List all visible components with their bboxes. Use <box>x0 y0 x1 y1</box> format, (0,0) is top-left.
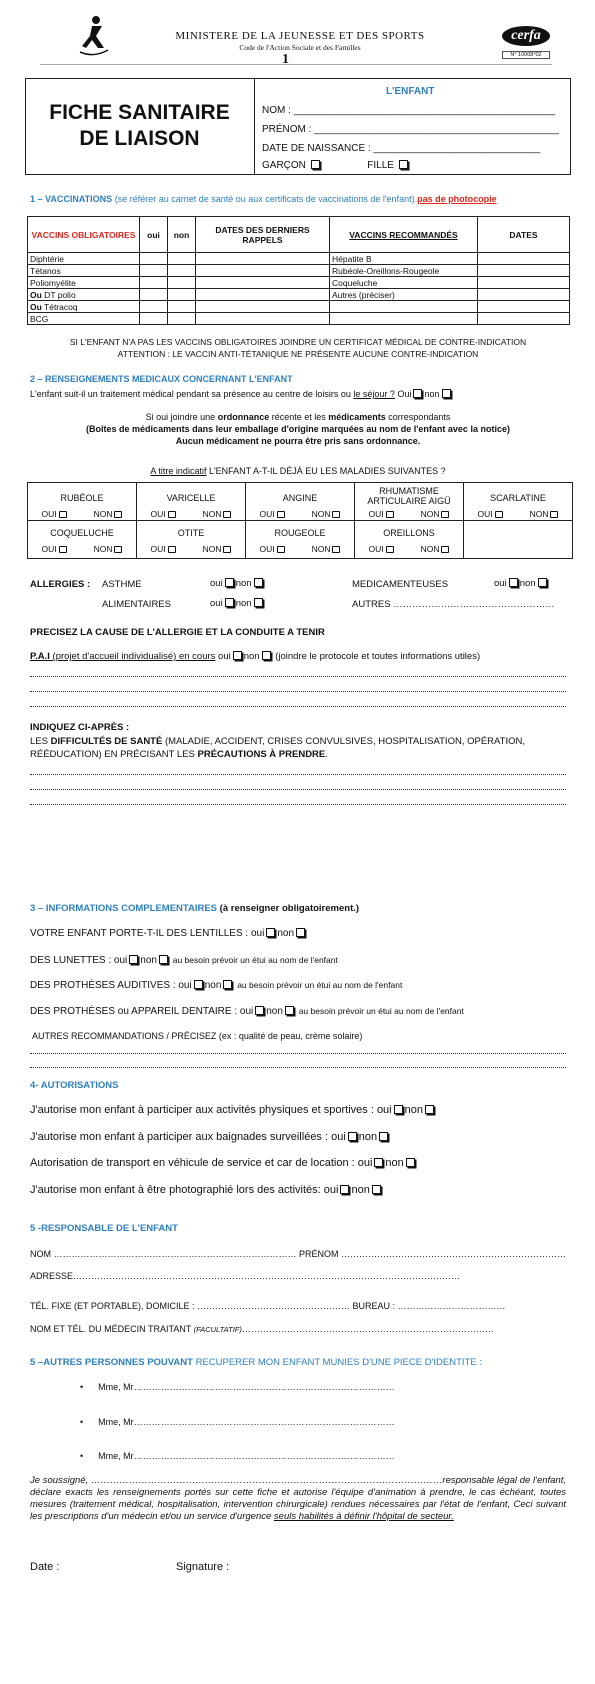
table-row <box>28 483 573 521</box>
traitement-sejour: le séjour ? <box>353 389 395 399</box>
cerfa-logo <box>502 26 550 46</box>
facultatif-label: (FACULTATIF) <box>193 1325 242 1334</box>
diff-c: (MALADIE, ACCIDENT, CRISES CONVULSIVES, HOSPITALISATION, OPÉRATION, RÉÉDUCATION) EN PRÉCISANT LES <box>30 736 525 760</box>
traitement-text: L'enfant suit-il un traitement médical pendant sa présence au centre de loisirs ou <box>30 389 354 399</box>
a4-non-checkbox[interactable] <box>372 1185 381 1194</box>
oblig-vaccine: BCG <box>30 313 49 324</box>
oui-label: OUI <box>150 544 166 554</box>
indiquez-label: INDIQUEZ CI-APRÈS : <box>30 722 130 733</box>
lunettes-oui-checkbox[interactable] <box>129 955 138 964</box>
asthme-non-checkbox[interactable] <box>254 578 263 587</box>
dotted-line[interactable] <box>30 804 566 805</box>
col-non: non <box>168 217 196 253</box>
non-label: non <box>266 1006 283 1017</box>
vaccines-table <box>27 216 570 325</box>
ordonnance-line-3: Aucun médicament ne pourra être pris sans ordonnance. <box>175 436 421 446</box>
a1-non-checkbox[interactable] <box>425 1105 434 1114</box>
non-cell[interactable] <box>168 301 196 313</box>
enfant-naissance-field[interactable]: DATE DE NAISSANCE : ______________________________ <box>262 143 541 154</box>
lunettes-row <box>30 955 338 966</box>
oui-label: oui <box>210 578 223 589</box>
pai-oui-checkbox[interactable] <box>233 651 242 660</box>
responsable-nom-field[interactable]: NOM ……………………………………………………………………… PRÉNOM ………………………………………………………………… <box>30 1249 566 1259</box>
dotted-line[interactable] <box>30 789 566 790</box>
ministry-title: MINISTERE DE LA JEUNESSE ET DES SPORTS <box>175 30 425 42</box>
date-label: Date : <box>30 1561 60 1573</box>
oui-label: Oui <box>397 389 412 399</box>
maladies-text: L'ENFANT A-T-IL DÉJÀ EU LES MALADIES SUIVANTES ? <box>206 466 446 476</box>
oui-label: OUI <box>41 509 57 519</box>
maladie-label: ROUGEOLE <box>274 528 326 538</box>
recomm-vaccine <box>330 313 478 325</box>
date-cell[interactable] <box>196 265 330 277</box>
non-checkbox[interactable] <box>441 511 449 518</box>
page-title <box>25 100 254 152</box>
code-subtitle: Code de l'Action Sociale et des Familles <box>239 43 361 52</box>
diff-e: . <box>325 749 328 760</box>
page-number: 1 <box>282 52 289 67</box>
asthme-options <box>210 578 265 589</box>
ministry-logo <box>78 14 110 58</box>
oui-checkbox[interactable] <box>386 546 394 553</box>
oui-checkbox[interactable] <box>277 511 285 518</box>
person-field: Mme, Mr…………………………………………………………………………… <box>98 1382 395 1392</box>
oblig-vaccine: Tétracoq <box>41 301 78 312</box>
alimentaires-options <box>210 598 265 609</box>
non-cell[interactable] <box>168 253 196 265</box>
non-label: non <box>358 1131 378 1143</box>
fille-label: FILLE <box>367 160 394 171</box>
maladie-label: ANGINE <box>282 493 318 503</box>
non-label: NON <box>93 509 113 519</box>
dentaire-row <box>30 1006 464 1017</box>
protheses-oui-checkbox[interactable] <box>194 980 203 989</box>
lunettes-non-checkbox[interactable] <box>159 955 168 964</box>
date-cell[interactable] <box>196 313 330 325</box>
lunettes-label: DES LUNETTES : oui <box>30 955 128 966</box>
protheses-non-checkbox[interactable] <box>223 980 232 989</box>
non-label: NON <box>420 544 440 554</box>
col-vaccins-obligatoires: VACCINS OBLIGATOIRES <box>28 217 140 253</box>
table-row <box>28 521 573 559</box>
title-line-1: FICHE SANITAIRE <box>49 101 230 124</box>
non-label: non <box>140 955 157 966</box>
oui-checkbox[interactable] <box>495 511 503 518</box>
oui-cell[interactable] <box>140 313 168 325</box>
maladies-question <box>25 466 571 476</box>
med-non-checkbox[interactable] <box>538 578 547 587</box>
non-label: non <box>351 1184 370 1196</box>
a2-oui-checkbox[interactable] <box>348 1132 357 1141</box>
enfant-heading: L'ENFANT <box>386 86 435 97</box>
cause-allergie: PRECISEZ LA CAUSE DE L'ALLERGIE ET LA CONDUITE A TENIR <box>30 627 325 638</box>
col-vaccins-recommandes: VACCINS RECOMMANDÉS <box>330 217 478 253</box>
maladie-label: COQUELUCHE <box>50 528 114 538</box>
s6-heading <box>30 1357 482 1368</box>
responsable-adresse-field[interactable]: ADRESSE………………………………………………………………………………………………………………… <box>30 1271 461 1281</box>
cerfa-text: cerfa <box>511 28 541 43</box>
fille-checkbox[interactable] <box>399 160 408 169</box>
ord-text-c: récente et les <box>269 412 329 422</box>
dentaire-label: DES PROTHÈSES ou APPAREIL DENTAIRE : oui <box>30 1006 254 1017</box>
dotted-line[interactable] <box>30 676 566 677</box>
oui-checkbox[interactable] <box>168 546 176 553</box>
lentilles-label: VOTRE ENFANT PORTE-T-IL DES LENTILLES : oui <box>30 928 265 939</box>
recomm-vaccine <box>330 301 478 313</box>
declaration-text: Je soussigné, …………………………………………………………………………………………………responsable légal de l'enfant, déclare exacts les renseignements portés sur cette fiche et autorise l'équipe d'animation à prendre, le cas échéant, toutes mesures (traitement médical, hospitalisation, intervention chirurgicale) rendues nécessaires par l'état de l'enfant, Ceci suivant les prescriptions d'un médecin et/ou un service d'urgence <box>30 1475 566 1522</box>
non-label: NON <box>202 509 222 519</box>
s4-title: 4- AUTORISATIONS <box>30 1080 119 1091</box>
non-cell[interactable] <box>168 313 196 325</box>
medicamenteuses-options <box>494 578 549 589</box>
non-checkbox[interactable] <box>223 511 231 518</box>
allergies-label: ALLERGIES : <box>30 579 91 590</box>
medecin-row[interactable] <box>30 1324 494 1334</box>
etui-note: au besoin prévoir un étui au nom de l'enfant <box>298 1006 464 1016</box>
date-cell[interactable] <box>196 301 330 313</box>
person-1[interactable]: • Mme, Mr…………………………………………………………………………… <box>80 1382 395 1392</box>
autorisation-4 <box>30 1184 383 1196</box>
maladie-label: VARICELLE <box>166 493 216 503</box>
ordonnance-line-2: (Boîtes de médicaments dans leur emballage d'origine marquées au nom de l'enfant avec la notice) <box>86 424 510 434</box>
traitement-non-checkbox[interactable] <box>442 389 451 398</box>
empty-cell <box>464 521 573 559</box>
oui-cell[interactable] <box>140 301 168 313</box>
autres-recommandations: AUTRES RECOMMANDATIONS / PRÉCISEZ (ex : qualité de peau, crème solaire) <box>32 1031 363 1041</box>
oui-label: OUI <box>368 509 384 519</box>
asthme-oui-checkbox[interactable] <box>225 578 234 587</box>
person-field: Mme, Mr…………………………………………………………………………… <box>98 1451 395 1461</box>
signature-label: Signature : <box>176 1561 230 1573</box>
pai-note: (joindre le protocole et toutes informations utiles) <box>272 651 481 662</box>
s3-title: 3 – INFORMATIONS COMPLEMENTAIRES <box>30 903 218 914</box>
pai-label: P.A.I <box>30 651 50 662</box>
non-checkbox[interactable] <box>550 511 558 518</box>
lentilles-row <box>30 928 307 939</box>
date-cell[interactable] <box>478 313 570 325</box>
maladies-table <box>27 482 573 559</box>
recomm-vaccine: Rubéole-Oreillons-Rougeole <box>330 265 478 277</box>
non-label: non <box>277 928 295 939</box>
non-label: non <box>404 1104 423 1116</box>
s2-title: 2 – RENSEIGNEMENTS MEDICAUX CONCERNANT L'ENFANT <box>30 374 293 384</box>
oui-label: oui <box>210 598 223 609</box>
s5-title: 5 -RESPONSABLE DE L'ENFANT <box>30 1223 178 1234</box>
diff-b: DIFFICULTÉS DE SANTÉ <box>50 736 163 747</box>
medecin-dots: ………………………………………………………………………… <box>241 1324 494 1334</box>
a3-label: Autorisation de transport en véhicule de service et car de location : oui <box>30 1157 373 1169</box>
col-oui: oui <box>140 217 168 253</box>
recomm-vaccine: Autres (préciser) <box>330 289 478 301</box>
maladie-label: OTITE <box>177 528 205 538</box>
non-label: NON <box>202 544 222 554</box>
date-cell[interactable] <box>478 265 570 277</box>
non-label: NON <box>311 509 331 519</box>
s1-title: 1 – VACCINATIONS <box>30 194 113 204</box>
ord-text-a: Si oui joindre une <box>145 412 218 422</box>
s1-desc: (se référer au carnet de santé ou aux certificats de vaccinations de l'enfant). <box>112 194 418 204</box>
date-cell[interactable] <box>478 289 570 301</box>
autorisation-2 <box>30 1131 390 1143</box>
a3-non-checkbox[interactable] <box>406 1158 415 1167</box>
dotted-line[interactable] <box>30 706 566 707</box>
non-label: NON <box>529 509 549 519</box>
oui-cell[interactable] <box>140 289 168 301</box>
non-label: NON <box>311 544 331 554</box>
non-checkbox[interactable] <box>441 546 449 553</box>
a4-oui-checkbox[interactable] <box>340 1185 349 1194</box>
lentilles-non-checkbox[interactable] <box>296 928 305 937</box>
oui-checkbox[interactable] <box>386 511 394 518</box>
med-oui-checkbox[interactable] <box>509 578 518 587</box>
oui-cell[interactable] <box>140 277 168 289</box>
oui-label: OUI <box>41 544 57 554</box>
non-label: non <box>243 651 260 662</box>
date-cell[interactable] <box>196 277 330 289</box>
table-row <box>28 301 570 313</box>
enfant-prenom-field[interactable]: PRÉNOM : ____________________________________________ <box>262 124 559 135</box>
protheses-row <box>30 980 402 991</box>
person-field: Mme, Mr…………………………………………………………………………… <box>98 1417 395 1427</box>
table-row <box>28 277 570 289</box>
maladie-label: RHUMATISME ARTICULAIRE AIGÜ <box>367 486 451 506</box>
alim-oui-checkbox[interactable] <box>225 598 234 607</box>
diff-a: LES <box>30 736 51 747</box>
oui-label: oui <box>494 578 507 589</box>
protheses-label: DES PROTHÈSES AUDITIVES : oui <box>30 980 192 991</box>
oui-checkbox[interactable] <box>59 546 67 553</box>
oui-label: OUI <box>368 544 384 554</box>
vaccine-note-1: SI L'ENFANT N'A PAS LES VACCINS OBLIGATOIRES JOINDRE UN CERTIFICAT MÉDICAL DE CONTRE-INDICATION <box>69 337 527 347</box>
maladie-label: RUBÉOLE <box>60 493 104 503</box>
oui-checkbox[interactable] <box>277 546 285 553</box>
non-label: NON <box>420 509 440 519</box>
non-label: non <box>385 1157 404 1169</box>
a3-oui-checkbox[interactable] <box>374 1158 383 1167</box>
oui-checkbox[interactable] <box>168 511 176 518</box>
vaccinations-heading <box>30 194 497 204</box>
non-checkbox[interactable] <box>332 511 340 518</box>
person-3[interactable]: • Mme, Mr…………………………………………………………………………… <box>80 1451 395 1461</box>
oui-label: OUI <box>150 509 166 519</box>
table-row <box>28 253 570 265</box>
non-checkbox[interactable] <box>332 546 340 553</box>
autres-allergies[interactable]: AUTRES …………………………………………… <box>352 599 555 610</box>
etui-note: au besoin prévoir un étui au nom de l'enfant <box>237 980 403 990</box>
oui-checkbox[interactable] <box>59 511 67 518</box>
table-row <box>28 265 570 277</box>
ordonnance-line-1 <box>25 412 571 422</box>
a4-label: J'autorise mon enfant à être photographié lors des activités: oui <box>30 1184 339 1196</box>
a2-label: J'autorise mon enfant à participer aux baignades surveillées : oui <box>30 1131 346 1143</box>
maladie-label: OREILLONS <box>383 528 435 538</box>
recomm-vaccine: Hépatite B <box>330 253 478 265</box>
date-cell[interactable] <box>478 253 570 265</box>
a2-non-checkbox[interactable] <box>379 1132 388 1141</box>
date-cell[interactable] <box>196 253 330 265</box>
non-checkbox[interactable] <box>114 546 122 553</box>
recomm-vaccine: Coqueluche <box>330 277 478 289</box>
maladies-indicatif: A titre indicatif <box>150 466 207 476</box>
etui-note: au besoin prévoir un étui au nom de l'enfant <box>172 955 338 965</box>
garcon-checkbox[interactable] <box>311 160 320 169</box>
oui-label: OUI <box>259 509 275 519</box>
non-label: non <box>235 578 252 589</box>
table-row <box>28 313 570 325</box>
oui-label: OUI <box>259 544 275 554</box>
non-label: non <box>424 389 440 399</box>
ord-text-e: correspondants <box>385 412 451 422</box>
ord-ordonnance: ordonnance <box>217 412 270 422</box>
header-rule <box>40 64 552 65</box>
difficultes-sante <box>30 735 566 761</box>
traitement-question <box>30 389 453 399</box>
ord-medicaments: médicaments <box>328 412 386 422</box>
sexe-row <box>262 160 410 171</box>
non-label: NON <box>93 544 113 554</box>
oui-cell[interactable] <box>140 265 168 277</box>
responsable-tel-field[interactable]: TÉL. FIXE (ET PORTABLE), DOMICILE : …………………………………………… BUREAU : ……………………………… <box>30 1301 506 1311</box>
dentaire-non-checkbox[interactable] <box>285 1006 294 1015</box>
alim-non-checkbox[interactable] <box>254 598 263 607</box>
col-dates-rappels: DATES DES DERNIERS RAPPELS <box>196 217 330 253</box>
medecin-label: NOM ET TÉL. DU MÉDECIN TRAITANT <box>30 1324 194 1334</box>
a1-oui-checkbox[interactable] <box>394 1105 403 1114</box>
oblig-vaccine: Tétanos <box>30 265 61 276</box>
enfant-nom-field[interactable]: NOM : _______________________________________________ <box>262 105 556 116</box>
date-cell[interactable] <box>196 289 330 301</box>
dotted-line[interactable] <box>30 1053 566 1054</box>
a1-label: J'autorise mon enfant à participer aux activités physiques et sportives : oui <box>30 1104 392 1116</box>
garcon-label: GARÇON <box>262 160 306 171</box>
autorisation-1 <box>30 1104 436 1116</box>
s6-title-a: 5 –AUTRES PERSONNES POUVANT <box>30 1357 193 1368</box>
non-label: non <box>235 598 252 609</box>
dentaire-oui-checkbox[interactable] <box>255 1006 264 1015</box>
declaration-underline: seuls habilités à définir l'hôpital de secteur. <box>273 1511 454 1522</box>
date-cell[interactable] <box>478 301 570 313</box>
traitement-oui-checkbox[interactable] <box>413 389 422 398</box>
asthme-label: ASTHME <box>102 579 142 590</box>
autorisation-3 <box>30 1157 417 1169</box>
diff-d: PRÉCAUTIONS À PRENDRE <box>197 749 326 760</box>
non-checkbox[interactable] <box>223 546 231 553</box>
dotted-line[interactable] <box>30 1067 566 1068</box>
lentilles-oui-checkbox[interactable] <box>266 928 275 937</box>
declaration <box>30 1475 566 1523</box>
col-dates: DATES <box>478 217 570 253</box>
pai-desc: (projet d'accueil individualisé) en cours <box>49 651 216 662</box>
oui-label: OUI <box>477 509 493 519</box>
s3-heading <box>30 903 359 914</box>
non-cell[interactable] <box>168 265 196 277</box>
s6-title-b: RECUPERER MON ENFANT MUNIES D'UNE PIECE D'IDENTITE : <box>192 1357 482 1368</box>
oui-label: oui <box>218 651 231 662</box>
oblig-prefix: Ou <box>30 301 42 312</box>
pai-row <box>30 651 480 662</box>
title-line-2: DE LIAISON <box>79 127 200 150</box>
non-checkbox[interactable] <box>114 511 122 518</box>
vaccine-note-2: ATTENTION : LE VACCIN ANTI-TÉTANIQUE NE PRÉSENTE AUCUNE CONTRE-INDICATION <box>117 349 479 359</box>
dotted-line[interactable] <box>30 691 566 692</box>
medicamenteuses-label: MEDICAMENTEUSES <box>352 579 449 590</box>
s3-title-note: (à renseigner obligatoirement.) <box>217 903 360 914</box>
oblig-vaccine: DT polio <box>41 289 76 300</box>
non-cell[interactable] <box>168 277 196 289</box>
dotted-line[interactable] <box>30 774 566 775</box>
alimentaires-label: ALIMENTAIRES <box>102 599 171 610</box>
non-cell[interactable] <box>168 289 196 301</box>
cerfa-number: N° 10008*02 <box>502 51 550 59</box>
non-label: non <box>519 578 536 589</box>
pai-non-checkbox[interactable] <box>262 651 271 660</box>
table-row <box>28 289 570 301</box>
oblig-prefix: Ou <box>30 289 42 300</box>
maladie-label: SCARLATINE <box>490 493 546 503</box>
person-2[interactable]: • Mme, Mr…………………………………………………………………………… <box>80 1417 395 1427</box>
date-cell[interactable] <box>478 277 570 289</box>
oui-cell[interactable] <box>140 253 168 265</box>
oblig-vaccine: Poliomyélite <box>30 277 76 288</box>
s1-warning: pas de photocopie <box>417 194 497 204</box>
oblig-vaccine: Diphtérie <box>30 253 65 264</box>
non-label: non <box>204 980 222 991</box>
title-divider <box>254 78 255 175</box>
